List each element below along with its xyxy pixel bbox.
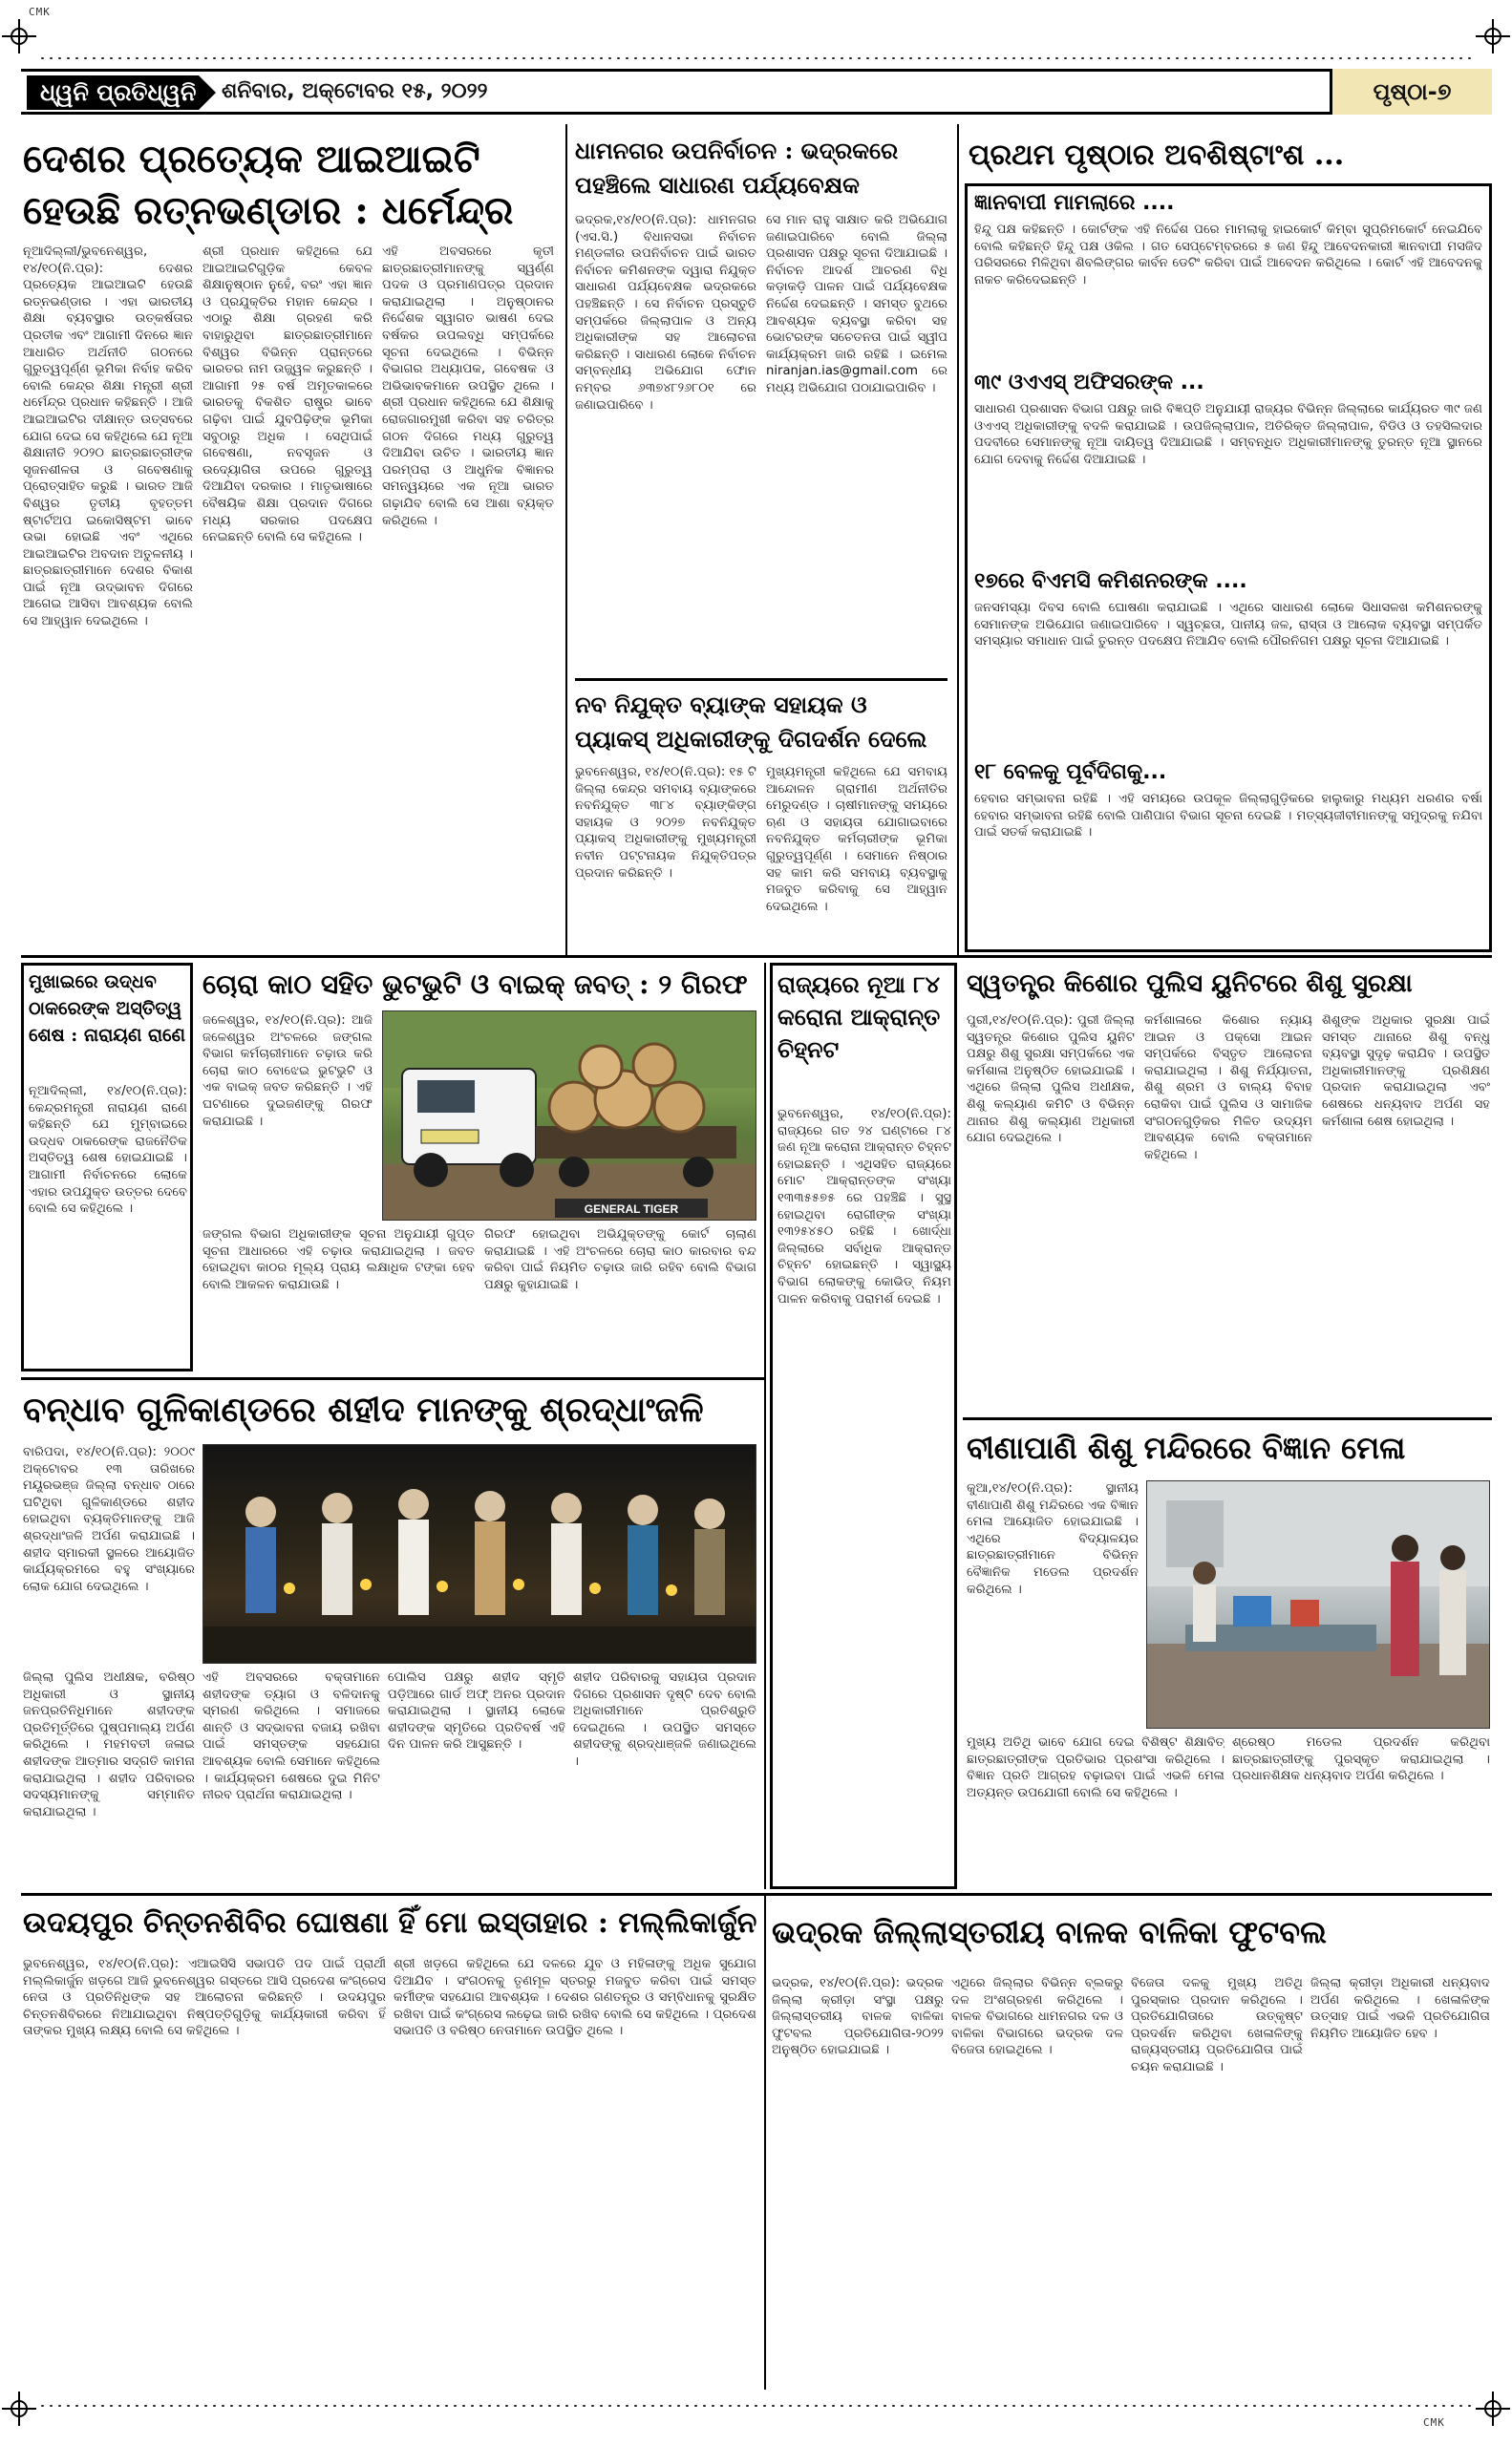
article-timber-col-2 (202, 1226, 475, 1370)
article-bandhab-col-4 (388, 1669, 565, 1887)
article-football-text-3: ବିଜେତା ଦଳକୁ ମୁଖ୍ୟ ଅତିଥି ପୁରସ୍କାର ପ୍ରଦାନ କରିଥିଲେ । ପ୍ରତିଯୋଗିତାରେ ଉତ୍କୃଷ୍ଟ ପ୍ରଦର୍ଶନ କରିଥିବା ଖେଳାଳିଙ୍କୁ ରାଜ୍ୟସ୍ତରୀୟ ପ୍ରତିଯୋଗିତା ପାଇଁ ଚୟନ କରାଯାଇଛି । (1131, 1976, 1303, 2074)
article-kharge-text-1: ଭୁବନେଶ୍ୱର, ୧୪/୧୦(ନି.ପ୍ର): ଏଆଇସିସି ସଭାପତି ପଦ ପାଇଁ ପ୍ରାର୍ଥୀ ମଲ୍ଲିକାର୍ଜୁନ ଖଡ଼ଗେ ଆଜି ଭୁବନେଶ୍ୱର ଗସ୍ତରେ ଆସି ପ୍ରଦେଶ କଂଗ୍ରେସ ନେତା ଓ ପ୍ରତିନିଧିଙ୍କ ସହ ଆଲୋଚନା କରିଛନ୍ତି । ଉଦୟପୁର ଚିନ୍ତନଶିବିରରେ ନିଆଯାଇଥିବା ନିଷ୍ପତ୍ତିଗୁଡ଼ିକୁ କାର୍ଯ୍ୟକାରୀ କରିବା ହିଁ ତାଙ୍କର ମୁଖ୍ୟ ଲକ୍ଷ୍ୟ ବୋଲି ସେ କହିଥିଲେ । (23, 1957, 386, 2039)
article-timber-text-1: ଜଳେଶ୍ୱର, ୧୪/୧୦(ନି.ପ୍ର): ଆଜି ଜଳେଶ୍ୱର ଅଂଚଳରେ ଜଙ୍ଗଲ ବିଭାଗ କର୍ମଚାରୀମାନେ ଚଢ଼ାଉ କରି ଚୋରା କାଠ ବୋଝେଇ ଭୁଟଭୁଟି ଓ ଏକ ବାଇକ୍ ଜବତ କରିଛନ୍ତି । ଏହି ଘଟଣାରେ ଦୁଇଜଣଙ୍କୁ ଗିରଫ କରାଯାଇଛି । (202, 1013, 373, 1129)
section-rule (21, 955, 1492, 958)
article-science-fair-text-3: ଶ୍ରେଷ୍ଠ ମଡେଲ ପ୍ରଦର୍ଶନ କରିଥିବା ଛାତ୍ରଛାତ୍ରୀଙ୍କୁ ପୁରସ୍କୃତ କରାଯାଇଥିଲା । ପ୍ରଧାନଶିକ୍ଷକ ଧନ୍ୟବାଦ ଅର୍ପଣ କରିଥିଲେ । (1232, 1735, 1490, 1784)
photo-science-fair (1146, 1480, 1490, 1729)
dotted-border-bottom (38, 2403, 1471, 2409)
issue-date: ଶନିବାର, ଅକ୍ଟୋବର ୧୫, ୨୦୨୨ (222, 79, 488, 103)
article-timber-col-1 (202, 1012, 373, 1184)
continuation-gyanvapi (974, 222, 1482, 365)
article-football-text-4: ଜିଲ୍ଲା କ୍ରୀଡ଼ା ଅଧିକାରୀ ଧନ୍ୟବାଦ ଅର୍ପଣ କରିଥିଲେ । ଖେଳାଳିଙ୍କ ଉତ୍ସାହ ପାଇଁ ଏଭଳି ପ୍ରତିଯୋଗିତା ନିୟମିତ ଆୟୋଜିତ ହେବ । (1310, 1976, 1490, 2041)
article-dhamnagar-col-2 (766, 212, 948, 670)
article-child-safety-col-3 (1322, 1012, 1490, 1414)
headline-front-page-continuation: ପ୍ରଥମ ପୃଷ୍ଠାର ଅବଶିଷ୍ଟାଂଶ ... (969, 138, 1345, 172)
article-kharge-col-1 (23, 1956, 386, 2386)
continuation-weather (974, 791, 1482, 944)
article-child-safety-text-3: ଶିଶୁଙ୍କ ଅଧିକାର ସୁରକ୍ଷା ପାଇଁ ସମସ୍ତ ଥାନାରେ ଶିଶୁ ବନ୍ଧୁ ବ୍ୟବସ୍ଥା ସୁଦୃଢ଼ କରାଯିବ । ଉପସ୍ଥିତ ଅଧିକାରୀମାନଙ୍କୁ ପ୍ରଶିକ୍ଷଣ ପ୍ରଦାନ କରାଯାଇଥିଲା ଏବଂ ଶେଷରେ ଧନ୍ୟବାଦ ଅର୍ପଣ ସହ କର୍ମଶାଳା ଶେଷ ହୋଇଥିଲା । (1322, 1013, 1490, 1129)
article-cooperative-bank-text-1: ଭୁବନେଶ୍ୱର, ୧୪/୧୦(ନି.ପ୍ର): ୧୫ ଟି ଜିଲ୍ଲା କେନ୍ଦ୍ର ସମବାୟ ବ୍ୟାଙ୍କରେ ନବନିଯୁକ୍ତ ୩୮୪ ବ୍ୟାଙ୍କିଙ୍ଗ ସହାୟକ ଓ ୨୦୨୭ ନବନିଯୁକ୍ତ ପ୍ୟାକସ୍ ଅଧିକାରୀଙ୍କୁ ମୁଖ୍ୟମନ୍ତ୍ରୀ ନବୀନ ପଟ୍ଟନାୟକ ନିଯୁକ୍ତିପତ୍ର ପ୍ରଦାନ କରିଛନ୍ତି । (575, 765, 756, 881)
registration-mark-top-left (2, 19, 36, 53)
article-bandhab-text-2: ଜିଲ୍ଲା ପୁଲିସ ଅଧୀକ୍ଷକ, ବରିଷ୍ଠ ଅଧିକାରୀ ଓ ସ୍ଥାନୀୟ ଜନପ୍ରତିନିଧିମାନେ ଶହୀଦଙ୍କ ପ୍ରତିମୂର୍ତ୍ତିରେ ପୁଷ୍ପମାଲ୍ୟ ଅର୍ପଣ କରିଥିଲେ । ମହମବତୀ ଜଳାଇ ଶହୀଦଙ୍କ ଆତ୍ମାର ସଦ୍‌ଗତି କାମନା କରାଯାଇଥିଲା । ଶହୀଦ ପରିବାରର ସଦସ୍ୟମାନଙ୍କୁ ସମ୍ମାନିତ କରାଯାଇଥିଲା । (23, 1670, 195, 1819)
article-football-col-2 (951, 1975, 1123, 2386)
continuation-weather-text: ହେବାର ସମ୍ଭାବନା ରହିଛି । ଏହି ସମୟରେ ଉପକୂଳ ଜିଲ୍ଲାଗୁଡ଼ିକରେ ହାଲୁକାରୁ ମଧ୍ୟମ ଧରଣର ବର୍ଷା ହେବାର ସମ୍ଭାବନା ରହିଛି ବୋଲି ପାଣିପାଗ ବିଭାଗ ସୂଚନା ଦେଇଛି । ମତ୍ସ୍ୟଜୀବୀମାନଙ୍କୁ ସମୁଦ୍ରକୁ ନଯିବା ପାଇଁ ସତର୍କ କରାଯାଇଛି । (974, 792, 1482, 840)
article-dhamnagar-text-1: ଭଦ୍ରକ,୧୪/୧୦(ନି.ପ୍ର): ଧାମନଗର (ଏସ.ସି.) ବିଧାନସଭା ନିର୍ବାଚନ ମଣ୍ଡଳୀର ଉପନିର୍ବାଚନ ପାଇଁ ଭାରତ ନିର୍ବାଚନ କମିଶନଙ୍କ ଦ୍ୱାରା ନିଯୁକ୍ତ ସାଧାରଣ ପର୍ଯ୍ୟବେକ୍ଷକ ଭଦ୍ରକରେ ପହଞ୍ଚିଛନ୍ତି । ସେ ନିର୍ବାଚନ ପ୍ରସ୍ତୁତି ସମ୍ପର୍କରେ ଜିଲ୍ଲାପାଳ ଓ ଅନ୍ୟ ଅଧିକାରୀଙ୍କ ସହ ଆଲୋଚନା କରିଛନ୍ତି । ସାଧାରଣ ଲୋକେ ନିର୍ବାଚନ ସମ୍ବନ୍ଧୀୟ ଅଭିଯୋଗ ଫୋନ ନମ୍ବର ୬୩୭୪୮୨୬୮୦୧ ରେ ଜଣାଇପାରିବେ । (575, 213, 756, 413)
column-rule (565, 124, 567, 955)
article-science-fair-text-1: କୁଆ,୧୪/୧୦(ନି.ପ୍ର): ସ୍ଥାନୀୟ ବୀଣାପାଣି ଶିଶୁ ମନ୍ଦିରରେ ଏକ ବିଜ୍ଞାନ ମେଳା ଆୟୋଜିତ ହୋଇଯାଇଛି । ଏଥିରେ ବିଦ୍ୟାଳୟର ଛାତ୍ରଛାତ୍ରୀମାନେ ବିଭିନ୍ନ ବୈଜ୍ଞାନିକ ମଡେଲ ପ୍ରଦର୍ଶନ କରିଥିଲେ । (967, 1481, 1139, 1597)
column-rule (957, 124, 959, 955)
article-kharge-text-2: ଶ୍ରୀ ଖଡ଼ଗେ କହିଥିଲେ ଯେ ଦଳରେ ଯୁବ ଓ ମହିଳାଙ୍କୁ ଅଧିକ ସୁଯୋଗ ଦିଆଯିବ । ସଂଗଠନକୁ ତୃଣମୂଳ ସ୍ତରରୁ ମଜବୁତ କରିବା ପାଇଁ ସମସ୍ତ କର୍ମୀଙ୍କ ସହଯୋଗ ଆବଶ୍ୟକ । ଦେଶର ଗଣତନ୍ତ୍ର ଓ ସମ୍ବିଧାନକୁ ସୁରକ୍ଷିତ ରଖିବା ପାଇଁ କଂଗ୍ରେସ ଲଢ଼େଇ ଜାରି ରଖିବ ବୋଲି ସେ କହିଥିଲେ । ପ୍ରଦେଶ ସଭାପତି ଓ ବରିଷ୍ଠ ନେତାମାନେ ଉପସ୍ଥିତ ଥିଲେ । (394, 1957, 756, 2039)
article-iit-text-1: ନୂଆଦିଲ୍ଲୀ/ଭୁବନେଶ୍ୱର, ୧୪/୧୦(ନି.ପ୍ର): ଦେଶର ପ୍ରତ୍ୟେକ ଆଇଆଇଟି ହେଉଛି ରତ୍ନଭଣ୍ଡାର । ଏହା ଭାରତୀୟ ଶିକ୍ଷା ବ୍ୟବସ୍ଥାର ଉତ୍କର୍ଷତାର ପ୍ରତୀକ ଏବଂ ଆଗାମୀ ଦିନରେ ଜ୍ଞାନ ଆଧାରିତ ଅର୍ଥନୀତି ଗଠନରେ ଗୁରୁତ୍ୱପୂର୍ଣ୍ଣ ଭୂମିକା ନିର୍ବାହ କରିବ ବୋଲି କେନ୍ଦ୍ର ଶିକ୍ଷା ମନ୍ତ୍ରୀ ଶ୍ରୀ ଧର୍ମେନ୍ଦ୍ର ପ୍ରଧାନ କହିଛନ୍ତି । ଆଜି ଆଇଆଇଟିର ଦୀକ୍ଷାନ୍ତ ଉତ୍ସବରେ ଯୋଗ ଦେଇ ସେ କହିଥିଲେ ଯେ ନୂଆ ଶିକ୍ଷାନୀତି ୨୦୨୦ ଛାତ୍ରଛାତ୍ରୀଙ୍କ ସୃଜନଶୀଳତା ଓ ଗବେଷଣାକୁ ପ୍ରୋତ୍ସାହିତ କରୁଛି । ଭାରତ ଆଜି ବିଶ୍ୱର ତୃତୀୟ ବୃହତ୍ତମ ଷ୍ଟାର୍ଟଅପ ଇକୋସିଷ୍ଟମ ଭାବେ ଉଭା ହୋଇଛି ଏବଂ ଏଥିରେ ଆଇଆଇଟିର ଅବଦାନ ଅତୁଳନୀୟ । ଛାତ୍ରଛାତ୍ରୀମାନେ ଦେଶର ବିକାଶ ପାଇଁ ନୂଆ ଉଦ୍ଭାବନ ଦିଗରେ ଆଗେଇ ଆସିବା ଆବଶ୍ୟକ ବୋଲି ସେ ଆହ୍ୱାନ ଦେଇଥିଲେ । (23, 244, 193, 629)
section-rule (963, 1417, 1492, 1420)
headline-timber-seizure: ଚୋରା କାଠ ସହିତ ଭୁଟଭୁଟି ଓ ବାଇକ୍ ଜବତ୍ : ୨ ଗିରଫ (202, 968, 748, 1000)
headline-kharge: ଉଦୟପୁର ଚିନ୍ତନଶିବିର ଘୋଷଣା ହିଁ ମୋ ଇସ୍ତାହାର : ମଲ୍ଲିକାର୍ଜୁନ (23, 1906, 757, 1940)
article-bandhab-col-1 (23, 1444, 195, 1664)
article-science-fair-col-3 (1232, 1734, 1490, 1887)
column-rule (764, 1893, 766, 2390)
article-child-safety-col-2 (1144, 1012, 1312, 1414)
article-science-fair-text-2: ମୁଖ୍ୟ ଅତିଥି ଭାବେ ଯୋଗ ଦେଇ ବିଶିଷ୍ଟ ଶିକ୍ଷାବିତ୍ ଛାତ୍ରଛାତ୍ରୀଙ୍କ ପ୍ରତିଭାର ପ୍ରଶଂସା କରିଥିଲେ । ବିଜ୍ଞାନ ପ୍ରତି ଆଗ୍ରହ ବଢ଼ାଇବା ପାଇଁ ଏଭଳି ମେଳା ଅତ୍ୟନ୍ତ ଉପଯୋଗୀ ବୋଲି ସେ କହିଥିଲେ । (967, 1735, 1225, 1800)
dotted-border-top (38, 55, 1471, 61)
article-child-safety-col-1 (967, 1012, 1135, 1414)
headline-uddhav-thackeray: ମୁଖାଇରେ ଉଦ୍ଧବ ଠାକରେଙ୍କ ଅସ୍ତିତ୍ୱ ଶେଷ : ନାରାୟଣ ରାଣେ (29, 971, 185, 1046)
masthead-logo: ଧ୍ୱନି ପ୍ରତିଧ୍ୱନି (27, 75, 199, 110)
article-football-col-3 (1131, 1975, 1303, 2386)
article-iit-col-3 (382, 244, 554, 950)
article-dhamnagar-col-1 (575, 212, 756, 670)
article-cooperative-bank-text-2: ମୁଖ୍ୟମନ୍ତ୍ରୀ କହିଥିଲେ ଯେ ସମବାୟ ଆନ୍ଦୋଳନ ଗ୍ରାମୀଣ ଅର୍ଥନୀତିର ମେରୁଦଣ୍ଡ । ଚାଷୀମାନଙ୍କୁ ସମୟରେ ଋଣ ଓ ସହାୟତା ଯୋଗାଇବାରେ ନବନିଯୁକ୍ତ କର୍ମଚାରୀଙ୍କ ଭୂମିକା ଗୁରୁତ୍ୱପୂର୍ଣ୍ଣ । ସେମାନେ ନିଷ୍ଠାର ସହ କାମ କରି ସମବାୟ ବ୍ୟବସ୍ଥାକୁ ମଜବୁତ କରିବାକୁ ସେ ଆହ୍ୱାନ ଦେଇଥିଲେ । (766, 765, 948, 914)
headline-cooperative-bank: ନବ ନିଯୁକ୍ତ ବ୍ୟାଙ୍କ ସହାୟକ ଓ ପ୍ୟାକସ୍ ଅଧିକାରୀଙ୍କୁ ଦିଗଦର୍ଶନ ଦେଲେ (575, 691, 927, 753)
headline-bandhab-martyrs: ବନ୍ଧାବ ଗୁଳିକାଣ୍ଡରେ ଶହୀଦ ମାନଙ୍କୁ ଶ୍ରଦ୍ଧାଂଜଳି (23, 1390, 704, 1430)
column-rule (764, 963, 766, 1889)
article-corona (777, 1106, 951, 1882)
headline-iit: ଦେଶର ପ୍ରତ୍ୟେକ ଆଇଆଇଟି ହେଉଛି ରତ୍ନଭଣ୍ଡାର : ଧର୍ମେନ୍ଦ୍ର (23, 137, 514, 233)
article-dhamnagar-text-2: ସେ ମାନ ରାହୁ ସାକ୍ଷାତ କରି ଅଭିଯୋଗ ଜଣାଇପାରିବେ ବୋଲି ଜିଲ୍ଲା ପ୍ରଶାସନ ପକ୍ଷରୁ ସୂଚନା ଦିଆଯାଇଛି । ନିର୍ବାଚନ ଆଦର୍ଶ ଆଚରଣ ବିଧି କଡ଼ାକଡ଼ି ପାଳନ ପାଇଁ ପର୍ଯ୍ୟବେକ୍ଷକ ନିର୍ଦ୍ଦେଶ ଦେଇଛନ୍ତି । ସମସ୍ତ ବୁଥରେ ଆବଶ୍ୟକ ବ୍ୟବସ୍ଥା କରିବା ସହ ଭୋଟରଙ୍କ ସଚେତନତା ପାଇଁ ସ୍ୱୀପ କାର୍ଯ୍ୟକ୍ରମ ଜାରି ରହିଛି । ଇମେଲ niranjan.ias@gmail.com ରେ ମଧ୍ୟ ଅଭିଯୋଗ ପଠାଯାଇପାରିବ । (766, 213, 948, 395)
cmk-mark-bottom: CMK (1423, 2416, 1445, 2429)
page-header (21, 69, 1492, 115)
article-football-text-1: ଭଦ୍ରକ, ୧୪/୧୦(ନି.ପ୍ର): ଭଦ୍ରକ ଜିଲ୍ଲା କ୍ରୀଡ଼ା ସଂସ୍ଥା ପକ୍ଷରୁ ଜିଲ୍ଲାସ୍ତରୀୟ ବାଳକ ବାଳିକା ଫୁଟବଲ ପ୍ରତିଯୋଗିତା-୨୦୨୨ ଅନୁଷ୍ଠିତ ହୋଇଯାଇଛି । (772, 1976, 944, 2058)
photo-timber-truck (382, 1010, 756, 1221)
registration-mark-bottom-right (1476, 2392, 1510, 2426)
article-science-fair-col-1 (967, 1480, 1139, 1729)
continuation-oas (974, 401, 1482, 563)
article-child-safety-text-2: କର୍ମଶାଳାରେ କିଶୋର ନ୍ୟାୟ ଆଇନ ଓ ପକ୍ସୋ ଆଇନ ସମ୍ପର୍କରେ ବିସ୍ତୃତ ଆଲୋଚନା କରାଯାଇଥିଲା । ଶିଶୁ ନିର୍ଯ୍ୟାତନା, ଶିଶୁ ଶ୍ରମ ଓ ବାଲ୍ୟ ବିବାହ ରୋକିବା ପାଇଁ ପୁଲିସ ଓ ସାମାଜିକ ସଂଗଠନଗୁଡ଼ିକର ମିଳିତ ଉଦ୍ୟମ ଆବଶ୍ୟକ ବୋଲି ବକ୍ତାମାନେ କହିଥିଲେ । (1144, 1013, 1312, 1162)
article-bandhab-col-2 (23, 1669, 195, 1887)
subhead-gyanvapi: ଜ୍ଞାନବାପୀ ମାମଲାରେ .... (974, 191, 1480, 220)
article-football-col-1 (772, 1975, 944, 2386)
photo-candle-tribute (202, 1444, 756, 1664)
section-rule (21, 1377, 764, 1380)
section-rule (21, 1893, 1492, 1896)
subhead-oas-transfer: ୩୯ ଓଏଏସ୍ ଅଫିସରଙ୍କ ... (974, 371, 1480, 399)
article-iit-col-1 (23, 244, 193, 950)
article-timber-text-2: ଜଙ୍ଗଲ ବିଭାଗ ଅଧିକାରୀଙ୍କ ସୂଚନା ଅନୁଯାୟୀ ଗୁପ୍ତ ସୂଚନା ଆଧାରରେ ଏହି ଚଢ଼ାଉ କରାଯାଇଥିଲା । ଜବତ ହୋଇଥିବା କାଠର ମୂଲ୍ୟ ପ୍ରାୟ ଲକ୍ଷାଧିକ ଟଙ୍କା ହେବ ବୋଲି ଆକଳନ କରାଯାଉଛି । (202, 1227, 475, 1292)
article-science-fair-col-2 (967, 1734, 1225, 1887)
article-bandhab-text-1: ବାରିପଦା, ୧୪/୧୦(ନି.ପ୍ର): ୨୦୦୯ ଅକ୍ଟୋବର ୧୩ ତାରିଖରେ ମୟୂରଭଞ୍ଜ ଜିଲ୍ଲା ବନ୍ଧାବ ଠାରେ ଘଟିଥିବା ଗୁଳିକାଣ୍ଡରେ ଶହୀଦ ହୋଇଥିବା ବ୍ୟକ୍ତିମାନଙ୍କୁ ଆଜି ଶ୍ରଦ୍ଧାଂଜଳି ଅର୍ପଣ କରାଯାଇଛି । ଶହୀଦ ସ୍ମାରକୀ ସ୍ଥଳରେ ଆୟୋଜିତ କାର୍ଯ୍ୟକ୍ରମରେ ବହୁ ସଂଖ୍ୟାରେ ଲୋକ ଯୋଗ ଦେଇଥିଲେ । (23, 1445, 195, 1594)
article-bandhab-text-3: ଏହି ଅବସରରେ ବକ୍ତାମାନେ ଶହୀଦଙ୍କ ତ୍ୟାଗ ଓ ବଳିଦାନକୁ ସ୍ମରଣ କରିଥିଲେ । ସମାଜରେ ଶାନ୍ତି ଓ ସଦ୍‌ଭାବନା ବଜାୟ ରଖିବା ପାଇଁ ସମସ୍ତଙ୍କ ସହଯୋଗ ଆବଶ୍ୟକ ବୋଲି ସେମାନେ କହିଥିଲେ । କାର୍ଯ୍ୟକ୍ରମ ଶେଷରେ ଦୁଇ ମିନିଟ ନୀରବ ପ୍ରାର୍ଥନା କରାଯାଇଥିଲା । (202, 1670, 380, 1803)
continuation-bmc (974, 600, 1482, 753)
subhead-weather: ୧୮ ବେଳକୁ ପୂର୍ବଦିଗକୁ... (974, 760, 1480, 789)
headline-corona-cases: ରାଜ୍ୟରେ ନୂଆ ୮୪ କରୋନା ଆକ୍ରାନ୍ତ ଚିହ୍ନଟ (777, 970, 941, 1063)
article-bandhab-col-3 (202, 1669, 380, 1887)
article-cooperative-bank-col-1 (575, 764, 756, 950)
article-timber-col-3 (484, 1226, 756, 1370)
article-cooperative-bank-col-2 (766, 764, 948, 950)
subhead-bmc-commissioner: ୧୭ରେ ବିଏମସି କମିଶନରଙ୍କ .... (974, 569, 1480, 598)
candle-tribute-illustration (203, 1445, 756, 1664)
continuation-oas-text: ସାଧାରଣ ପ୍ରଶାସନ ବିଭାଗ ପକ୍ଷରୁ ଜାରି ବିଜ୍ଞପ୍ତି ଅନୁଯାୟୀ ରାଜ୍ୟର ବିଭିନ୍ନ ଜିଲ୍ଲାରେ କାର୍ଯ୍ୟରତ ୩୯ ଜଣ ଓଏଏସ୍ ଅଧିକାରୀଙ୍କୁ ବଦଳି କରାଯାଇଛି । ଉପଜିଲ୍ଲାପାଳ, ଅତିରିକ୍ତ ଜିଲ୍ଲାପାଳ, ବିଡିଓ ଓ ତହସିଲଦାର ପଦବୀରେ ସେମାନଙ୍କୁ ନୂଆ ଦାୟିତ୍ୱ ଦିଆଯାଇଛି । ସମ୍ବନ୍ଧିତ ଅଧିକାରୀମାନଙ୍କୁ ତୁରନ୍ତ ନୂଆ ସ୍ଥାନରେ ଯୋଗ ଦେବାକୁ ନିର୍ଦ୍ଦେଶ ଦିଆଯାଇଛି । (974, 402, 1482, 467)
article-uddhav (29, 1083, 187, 1365)
article-football-col-4 (1310, 1975, 1490, 2386)
headline-dhamnagar: ଧାମନଗର ଉପନିର୍ବାଚନ : ଭଦ୍ରକରେ ପହଞ୍ଚିଲେ ସାଧାରଣ ପର୍ଯ୍ୟବେକ୍ଷକ (575, 137, 899, 199)
registration-mark-top-right (1476, 19, 1510, 53)
article-uddhav-text: ନୂଆଦିଲ୍ଲୀ, ୧୪/୧୦(ନି.ପ୍ର): କେନ୍ଦ୍ରମନ୍ତ୍ରୀ ନାରାୟଣ ରାଣେ କହିଛନ୍ତି ଯେ ମୁମ୍ବାଇରେ ଉଦ୍ଧବ ଠାକରେଙ୍କ ରାଜନୈତିକ ଅସ୍ତିତ୍ୱ ଶେଷ ହୋଇଯାଇଛି । ଆଗାମୀ ନିର୍ବାଚନରେ ଲୋକେ ଏହାର ଉପଯୁକ୍ତ ଉତ୍ତର ଦେବେ ବୋଲି ସେ କହିଥିଲେ । (29, 1084, 187, 1217)
continuation-gyanvapi-text: ହିନ୍ଦୁ ପକ୍ଷ କହିଛନ୍ତି । କୋର୍ଟଙ୍କ ଏହି ନିର୍ଦ୍ଦେଶ ପରେ ମାମଲାକୁ ହାଇକୋର୍ଟ କିମ୍ବା ସୁପ୍ରିମକୋର୍ଟ ନେଇଯିବେ ବୋଲି କହିଛନ୍ତି ହିନ୍ଦୁ ପକ୍ଷ ଓକିଲ । ଗତ ସେପ୍ଟେମ୍ବରରେ ୫ ଜଣ ହିନ୍ଦୁ ଆବେଦନକାରୀ ଜ୍ଞାନବାପୀ ମସଜିଦ ପରିସରରେ ମିଳିଥିବା ଶିବଲିଙ୍ଗର କାର୍ବନ ଡେଟିଂ କରିବା ପାଇଁ ଆବେଦନ କରିଥିଲେ । କୋର୍ଟ ଏହି ଆବେଦନକୁ ନାକଚ କରିଦେଇଛନ୍ତି । (974, 223, 1482, 287)
headline-football-tournament: ଭଦ୍ରକ ଜିଲ୍ଲାସ୍ତରୀୟ ବାଳକ ବାଳିକା ଫୁଟବଲ (772, 1914, 1327, 1950)
timber-truck-illustration (383, 1011, 756, 1221)
article-iit-text-3: ଏହି ଅବସରରେ କୃତୀ ଛାତ୍ରଛାତ୍ରୀମାନଙ୍କୁ ସ୍ୱର୍ଣ୍ଣ ପଦକ ଓ ପ୍ରମାଣପତ୍ର ପ୍ରଦାନ କରାଯାଇଥିଲା । ଅନୁଷ୍ଠାନର ନିର୍ଦ୍ଦେଶକ ସ୍ୱାଗତ ଭାଷଣ ଦେଇ ବର୍ଷକର ଉପଲବ୍ଧି ସମ୍ପର୍କରେ ସୂଚନା ଦେଇଥିଲେ । ବିଭିନ୍ନ ବିଭାଗର ଅଧ୍ୟାପକ, ଗବେଷକ ଓ ଅଭିଭାବକମାନେ ଉପସ୍ଥିତ ଥିଲେ । ଶ୍ରୀ ପ୍ରଧାନ କହିଥିଲେ ଯେ ଶିକ୍ଷାକୁ ରୋଜଗାରମୁଖୀ କରିବା ସହ ଚରିତ୍ର ଗଠନ ଦିଗରେ ମଧ୍ୟ ଗୁରୁତ୍ୱ ଦିଆଯିବା ଉଚିତ । ଭାରତୀୟ ଜ୍ଞାନ ପରମ୍ପରା ଓ ଆଧୁନିକ ବିଜ୍ଞାନର ସମନ୍ୱୟରେ ଏକ ନୂଆ ଭାରତ ଗଢ଼ାଯିବ ବୋଲି ସେ ଆଶା ବ୍ୟକ୍ତ କରିଥିଲେ । (382, 244, 554, 528)
page-number: ପୃଷ୍ଠା-୭ (1330, 69, 1492, 115)
article-iit-col-2 (202, 244, 373, 950)
continuation-bmc-text: ଜନସମସ୍ୟା ଦିବସ ବୋଲି ଘୋଷଣା କରାଯାଇଛି । ଏଥିରେ ସାଧାରଣ ଲୋକେ ସିଧାସଳଖ କମିଶନରଙ୍କୁ ସେମାନଙ୍କ ଅଭିଯୋଗ ଜଣାଇପାରିବେ । ସ୍ୱଚ୍ଛତା, ପାନୀୟ ଜଳ, ରାସ୍ତା ଓ ଆଲୋକ ବ୍ୟବସ୍ଥା ସମ୍ପର୍କିତ ସମସ୍ୟାର ସମାଧାନ ପାଇଁ ତୁରନ୍ତ ପଦକ୍ଷେପ ନିଆଯିବ ବୋଲି ପୌରନିଗମ ପକ୍ଷରୁ ସୂଚନା ଦିଆଯାଇଛି । (974, 601, 1482, 649)
headline-science-fair: ବୀଣାପାଣି ଶିଶୁ ମନ୍ଦିରରେ ବିଜ୍ଞାନ ମେଳା (967, 1430, 1406, 1466)
headline-child-safety-workshop: ସ୍ୱତନ୍ତ୍ର କିଶୋର ପୁଲିସ ୟୁନିଟରେ ଶିଶୁ ସୁରକ୍ଷା (967, 969, 1413, 998)
article-child-safety-text-1: ପୁରୀ,୧୪/୧୦(ନି.ପ୍ର): ପୁରୀ ଜିଲ୍ଲା ସ୍ୱତନ୍ତ୍ର କିଶୋର ପୁଲିସ ୟୁନିଟ ପକ୍ଷରୁ ଶିଶୁ ସୁରକ୍ଷା ସମ୍ପର୍କରେ ଏକ କର୍ମଶାଳା ଅନୁଷ୍ଠିତ ହୋଇଯାଇଛି । ଏଥିରେ ଜିଲ୍ଲା ପୁଲିସ ଅଧୀକ୍ଷକ, ଶିଶୁ କଲ୍ୟାଣ କମିଟି ଓ ବିଭିନ୍ନ ଥାନାର ଶିଶୁ କଲ୍ୟାଣ ଅଧିକାରୀ ଯୋଗ ଦେଇଥିଲେ । (967, 1013, 1135, 1146)
article-kharge-col-2 (394, 1956, 756, 2386)
registration-mark-bottom-left (2, 2392, 36, 2426)
article-bandhab-text-4: ପୋଲିସ ପକ୍ଷରୁ ଶହୀଦ ସ୍ମୃତି ପଡ଼ିଆରେ ଗାର୍ଡ ଅଫ୍ ଅନର ପ୍ରଦାନ କରାଯାଇଥିଲା । ସ୍ଥାନୀୟ ଲୋକେ ଶହୀଦଙ୍କ ସ୍ମୃତିରେ ପ୍ରତିବର୍ଷ ଏହି ଦିନ ପାଳନ କରି ଆସୁଛନ୍ତି । (388, 1670, 565, 1753)
science-fair-illustration (1147, 1481, 1490, 1729)
article-bandhab-col-5 (573, 1669, 756, 1887)
article-iit-text-2: ଶ୍ରୀ ପ୍ରଧାନ କହିଥିଲେ ଯେ ଆଇଆଇଟିଗୁଡ଼ିକ କେବଳ ଶିକ୍ଷାନୁଷ୍ଠାନ ନୁହେଁ, ବରଂ ଏହା ଜ୍ଞାନ ଓ ପ୍ରଯୁକ୍ତିର ମହାନ କେନ୍ଦ୍ର । ଏଠାରୁ ଶିକ୍ଷା ଗ୍ରହଣ କରି ବାହାରୁଥିବା ଛାତ୍ରଛାତ୍ରୀମାନେ ବିଶ୍ୱର ବିଭିନ୍ନ ପ୍ରାନ୍ତରେ ଭାରତର ନାମ ଉଜ୍ଜ୍ୱଳ କରୁଛନ୍ତି । ଆଗାମୀ ୨୫ ବର୍ଷ ଅମୃତକାଳରେ ଭାରତକୁ ବିକଶିତ ରାଷ୍ଟ୍ର ଭାବେ ଗଢ଼ିବା ପାଇଁ ଯୁବପିଢ଼ିଙ୍କ ଭୂମିକା ସବୁଠାରୁ ଅଧିକ । ସେଥିପାଇଁ ଗବେଷଣା, ନବସୃଜନ ଓ ଉଦ୍ୟୋଗିତା ଉପରେ ଗୁରୁତ୍ୱ ଦିଆଯିବା ଦରକାର । ମାତୃଭାଷାରେ ବୈଷୟିକ ଶିକ୍ଷା ପ୍ରଦାନ ଦିଗରେ ମଧ୍ୟ ସରକାର ପଦକ୍ଷେପ ନେଇଛନ୍ତି ବୋଲି ସେ କହିଥିଲେ । (202, 244, 373, 545)
article-corona-text: ଭୁବନେଶ୍ୱର, ୧୪/୧୦(ନି.ପ୍ର): ରାଜ୍ୟରେ ଗତ ୨୪ ଘଣ୍ଟାରେ ୮୪ ଜଣ ନୂଆ କରୋନା ଆକ୍ରାନ୍ତ ଚିହ୍ନଟ ହୋଇଛନ୍ତି । ଏଥିସହିତ ରାଜ୍ୟରେ ମୋଟ ଆକ୍ରାନ୍ତଙ୍କ ସଂଖ୍ୟା ୧୩୩୫୫୭୫ ରେ ପହଞ୍ଚିଛି । ସୁସ୍ଥ ହୋଇଥିବା ରୋଗୀଙ୍କ ସଂଖ୍ୟା ୧୩୨୫୪୫୦ ରହିଛି । ଖୋର୍ଦ୍ଧା ଜିଲ୍ଲାରେ ସର୍ବାଧିକ ଆକ୍ରାନ୍ତ ଚିହ୍ନଟ ହୋଇଛନ୍ତି । ସ୍ୱାସ୍ଥ୍ୟ ବିଭାଗ ଲୋକଙ୍କୁ କୋଭିଡ୍ ନିୟମ ପାଳନ କରିବାକୁ ପରାମର୍ଶ ଦେଇଛି । (777, 1107, 951, 1307)
section-rule (575, 678, 948, 681)
cmk-mark-top: CMK (29, 6, 51, 18)
article-bandhab-text-5: ଶହୀଦ ପରିବାରକୁ ସହାୟତା ପ୍ରଦାନ ଦିଗରେ ପ୍ରଶାସନ ଦୃଷ୍ଟି ଦେବ ବୋଲି ଅଧିକାରୀମାନେ ପ୍ରତିଶ୍ରୁତି ଦେଇଥିଲେ । ଉପସ୍ଥିତ ସମସ୍ତେ ଶହୀଦଙ୍କୁ ଶ୍ରଦ୍ଧାଞ୍ଜଳି ଜଣାଇଥିଲେ । (573, 1670, 756, 1769)
photo-vehicle-label: GENERAL TIGER (584, 1202, 679, 1216)
article-timber-text-3: ଗିରଫ ହୋଇଥିବା ଅଭିଯୁକ୍ତଙ୍କୁ କୋର୍ଟ ଚାଲାଣ କରାଯାଇଛି । ଏହି ଅଂଚଳରେ ଚୋରା କାଠ କାରବାର ବନ୍ଦ କରିବା ପାଇଁ ନିୟମିତ ଚଢ଼ାଉ ଜାରି ରହିବ ବୋଲି ବିଭାଗ ପକ୍ଷରୁ କୁହାଯାଇଛି । (484, 1227, 756, 1292)
article-football-text-2: ଏଥିରେ ଜିଲ୍ଲାର ବିଭିନ୍ନ ବ୍ଲକରୁ ଦଳ ଅଂଶଗ୍ରହଣ କରିଥିଲେ । ବାଳକ ବିଭାଗରେ ଧାମନଗର ଦଳ ଓ ବାଳିକା ବିଭାଗରେ ଭଦ୍ରକ ଦଳ ବିଜେତା ହୋଇଥିଲେ । (951, 1976, 1123, 2058)
